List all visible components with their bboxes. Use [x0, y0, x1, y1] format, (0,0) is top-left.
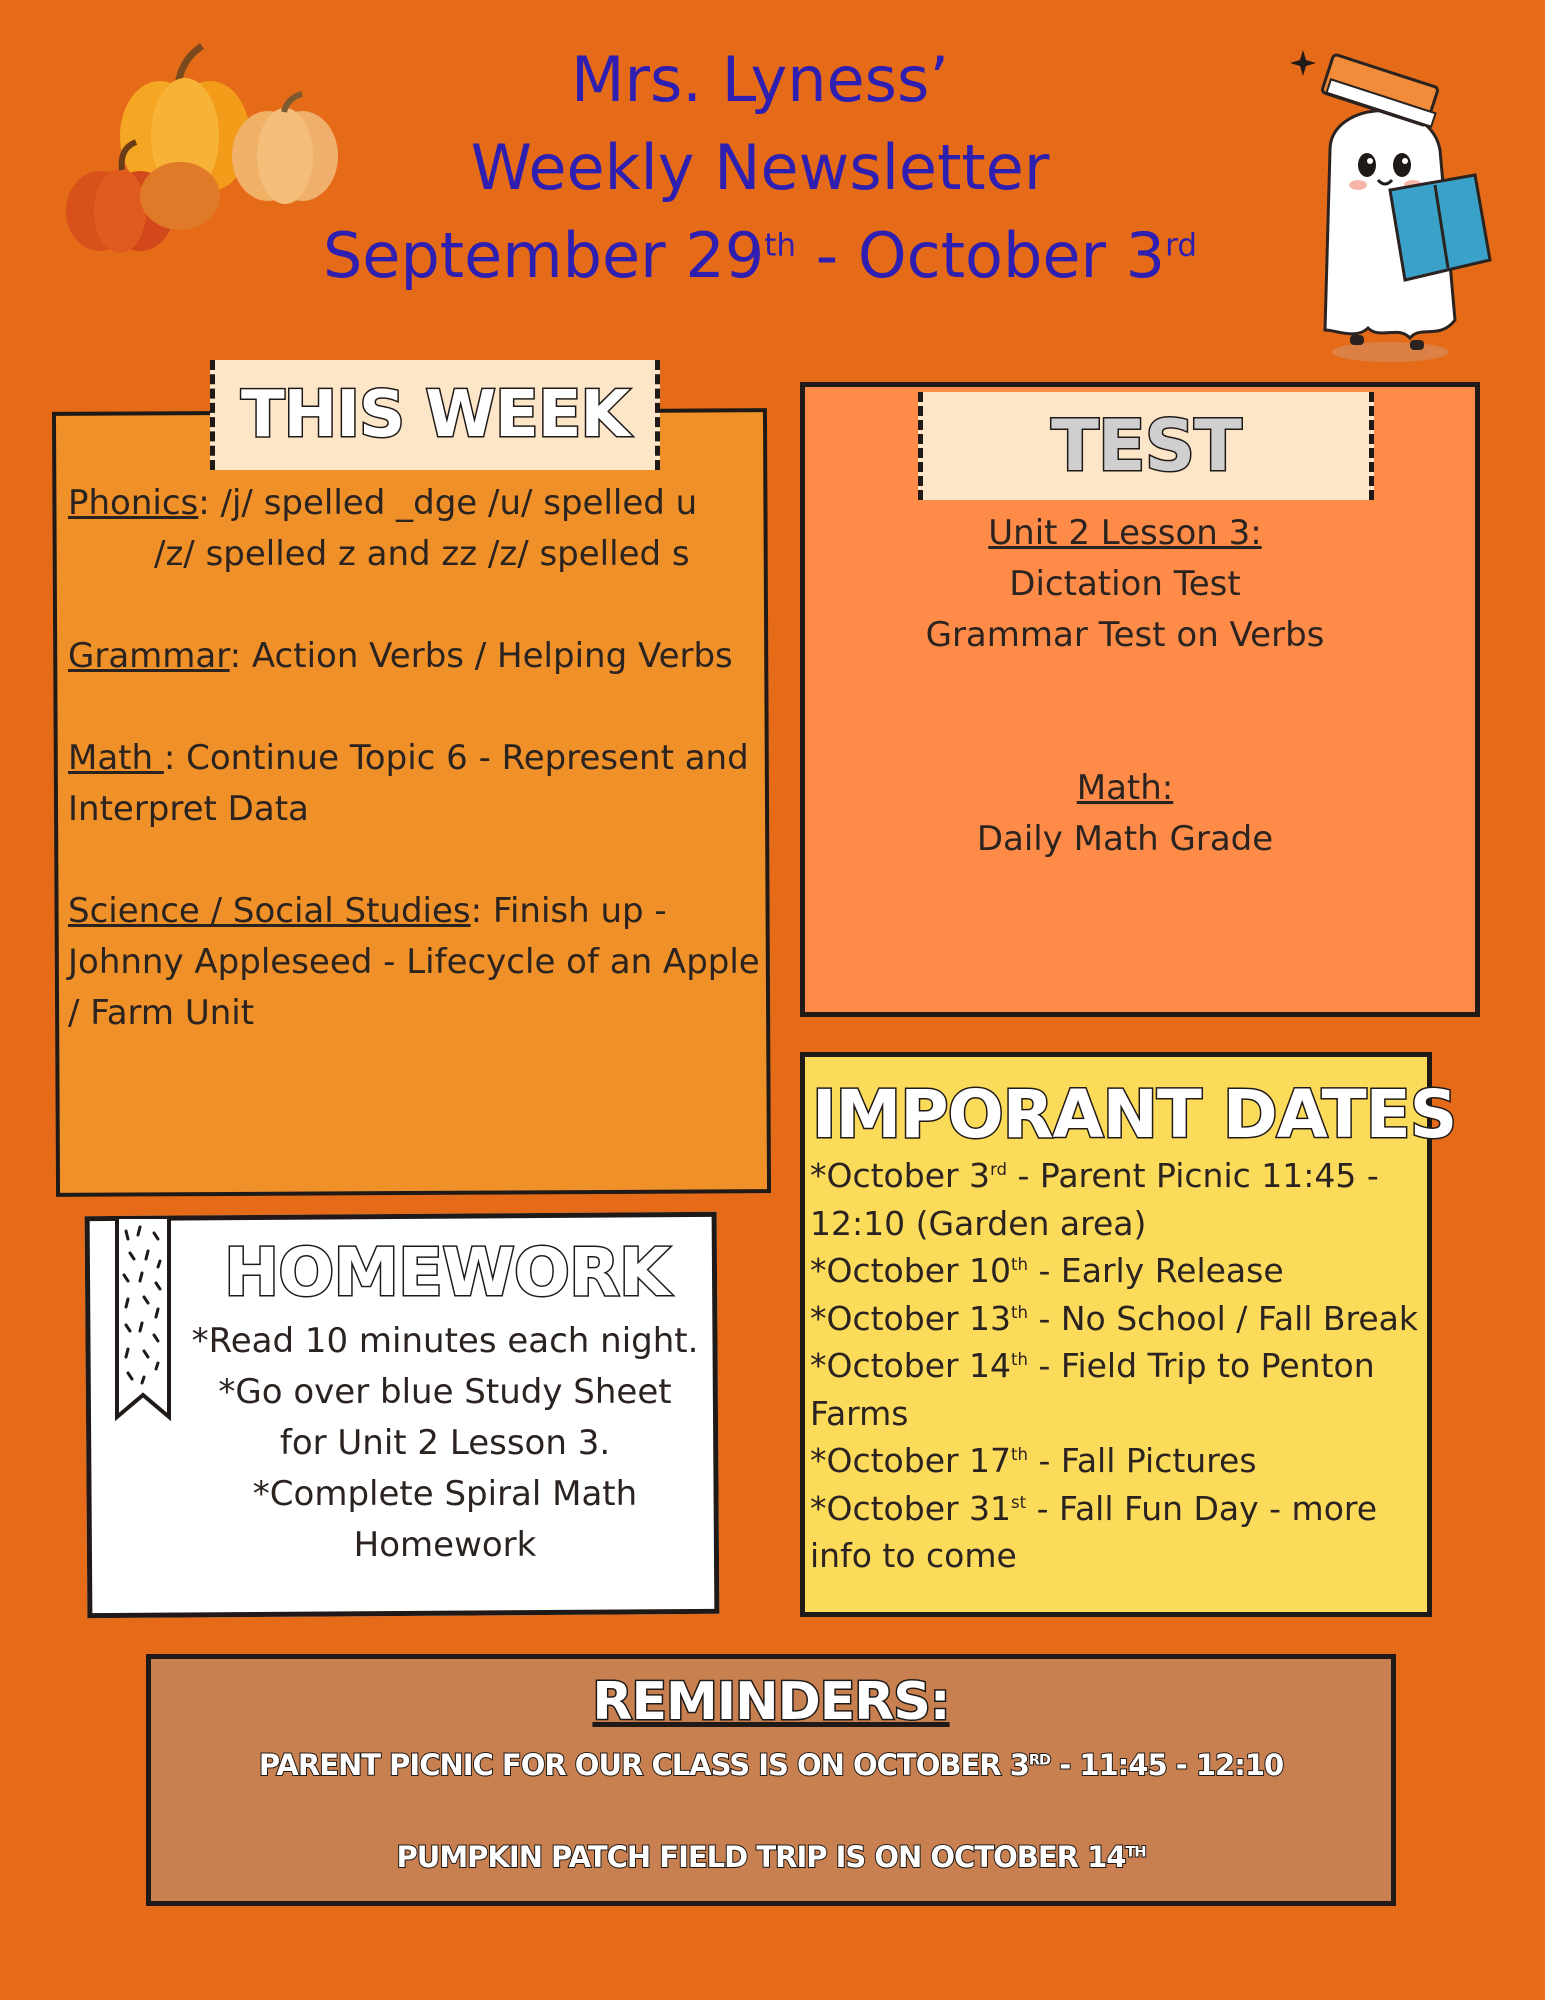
date-item: *October 31st - Fall Fun Day - more info to come — [810, 1488, 1378, 1575]
grammar-item — [68, 631, 768, 682]
homework-content — [170, 1316, 720, 1571]
test-item-dictation: Dictation Test — [1009, 564, 1241, 604]
important-dates-title: IMPORANT DATES — [812, 1076, 1457, 1153]
this-week-content — [68, 478, 768, 1090]
homework-line: *Read 10 minutes each night. — [191, 1321, 699, 1361]
grammar-label: Grammar — [68, 636, 230, 676]
test-content — [810, 508, 1440, 865]
grammar-text: : Action Verbs / Helping Verbs — [229, 636, 733, 676]
phonics-item — [68, 478, 768, 580]
this-week-ribbon — [210, 360, 660, 470]
phonics-label: Phonics — [68, 483, 199, 523]
week-range: September 29th - October 3rd — [322, 219, 1198, 292]
math-label: Math — [68, 738, 164, 778]
newsletter-title: Weekly Newsletter — [470, 131, 1050, 204]
date-item: *October 17th - Fall Pictures — [810, 1441, 1257, 1480]
ghost-reading-icon — [1270, 40, 1500, 370]
test-math-item: Daily Math Grade — [976, 819, 1274, 859]
date-item: *October 10th - Early Release — [810, 1251, 1284, 1290]
this-week-title: THIS WEEK — [240, 378, 630, 452]
test-item-grammar: Grammar Test on Verbs — [925, 615, 1325, 655]
date-item: *October 13th - No School / Fall Break — [810, 1298, 1419, 1338]
reminder-picnic: PARENT PICNIC FOR OUR CLASS IS ON OCTOBER 3RD - 11:45 - 12:10 — [258, 1748, 1284, 1782]
test-title: TEST — [1051, 405, 1241, 487]
important-dates-list — [810, 1152, 1430, 1580]
homework-line: Homework — [353, 1525, 537, 1565]
test-unit-label: Unit 2 Lesson 3: — [988, 513, 1262, 553]
reminders-title: REMINDERS: — [592, 1672, 950, 1732]
math-item — [68, 733, 768, 835]
bookmark-icon — [114, 1217, 172, 1422]
test-math-label: Math: — [1076, 768, 1174, 808]
homework-line: *Complete Spiral Math — [252, 1474, 638, 1514]
teacher-name: Mrs. Lyness’ — [571, 43, 949, 116]
date-item: *October 14th - Field Trip to Penton Farms — [810, 1346, 1375, 1433]
phonics-text-1: : /j/ spelled _dge /u/ spelled u — [198, 483, 698, 523]
math-text: : Continue Topic 6 - Represent and Interpret Data — [68, 738, 749, 829]
science-label: Science / Social Studies — [68, 891, 471, 931]
homework-line: *Go over blue Study Sheet — [218, 1372, 672, 1412]
science-item — [68, 886, 768, 1039]
phonics-text-2: /z/ spelled z and zz /z/ spelled s — [154, 534, 690, 574]
homework-title: HOMEWORK — [224, 1234, 669, 1311]
science-text: : Finish up -Johnny Appleseed - Lifecycle of an Apple / Farm Unit — [68, 891, 760, 1033]
reminder-field-trip: PUMPKIN PATCH FIELD TRIP IS ON OCTOBER 14TH — [396, 1840, 1146, 1874]
newsletter-header — [300, 36, 1220, 300]
test-ribbon — [918, 392, 1374, 500]
homework-line: for Unit 2 Lesson 3. — [279, 1423, 611, 1463]
date-item: *October 3rd - Parent Picnic 11:45 - 12:10 (Garden area) — [810, 1156, 1379, 1243]
